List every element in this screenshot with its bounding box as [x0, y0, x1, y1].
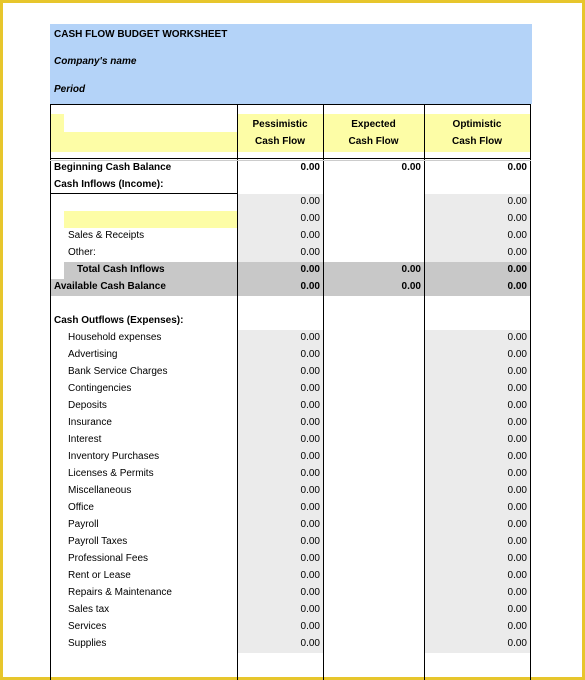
- amount-cell[interactable]: 0.00: [507, 434, 527, 445]
- amount-cell[interactable]: 0.00: [300, 502, 320, 513]
- outflow-row-label: Rent or Lease: [68, 570, 131, 581]
- amount-cell[interactable]: 0.00: [300, 638, 320, 649]
- outflow-row-label: Advertising: [68, 349, 118, 360]
- outflow-row-label: Office: [68, 502, 94, 513]
- outflow-row-label: Supplies: [68, 638, 107, 649]
- amount-cell[interactable]: 0.00: [507, 400, 527, 411]
- amount-cell[interactable]: 0.00: [300, 604, 320, 615]
- amount-cell[interactable]: 0.00: [300, 417, 320, 428]
- amount-cell[interactable]: 0.00: [507, 536, 527, 547]
- inflow-name-input[interactable]: [64, 211, 237, 228]
- budget-table: [50, 104, 532, 680]
- company-name-field[interactable]: Company's name: [54, 56, 137, 67]
- amount-cell[interactable]: 0.00: [401, 281, 421, 292]
- amount-cell[interactable]: 0.00: [507, 638, 527, 649]
- amount-cell[interactable]: 0.00: [300, 196, 320, 207]
- amount-cell[interactable]: 0.00: [507, 196, 527, 207]
- amount-cell[interactable]: 0.00: [300, 400, 320, 411]
- amount-cell[interactable]: 0.00: [300, 264, 320, 275]
- amount-cell[interactable]: 0.00: [401, 162, 421, 173]
- amount-cell[interactable]: 0.00: [300, 468, 320, 479]
- inflow-header-rule: [50, 193, 238, 194]
- amount-cell[interactable]: 0.00: [507, 162, 527, 173]
- amount-cell[interactable]: 0.00: [507, 604, 527, 615]
- amount-cell[interactable]: 0.00: [507, 485, 527, 496]
- inflow-row-label: Other:: [68, 247, 96, 258]
- outflow-row-label: Licenses & Permits: [68, 468, 154, 479]
- amount-cell[interactable]: 0.00: [300, 621, 320, 632]
- amount-cell[interactable]: 0.00: [300, 332, 320, 343]
- amount-cell[interactable]: 0.00: [300, 451, 320, 462]
- outflow-row-label: Bank Service Charges: [68, 366, 168, 377]
- title-banner: [50, 24, 532, 104]
- column-header-line2: Cash Flow: [254, 136, 305, 147]
- amount-cell[interactable]: 0.00: [300, 281, 320, 292]
- outflow-row-label: Repairs & Maintenance: [68, 587, 172, 598]
- total-inflows-label: Total Cash Inflows: [77, 264, 165, 275]
- header-label-cell: [64, 104, 237, 132]
- amount-cell[interactable]: 0.00: [300, 162, 320, 173]
- column-header-line1: Expected: [351, 119, 396, 130]
- amount-cell[interactable]: 0.00: [300, 366, 320, 377]
- outflow-row-label: Payroll Taxes: [68, 536, 128, 547]
- column-header-line1: Optimistic: [452, 119, 502, 130]
- outflow-row-label: Services: [68, 621, 107, 632]
- amount-cell[interactable]: 0.00: [300, 485, 320, 496]
- amount-cell[interactable]: 0.00: [401, 264, 421, 275]
- amount-cell[interactable]: 0.00: [507, 553, 527, 564]
- amount-cell[interactable]: 0.00: [300, 570, 320, 581]
- amount-cell[interactable]: 0.00: [507, 383, 527, 394]
- available-balance-label: Available Cash Balance: [54, 281, 166, 292]
- column-header-line2: Cash Flow: [348, 136, 399, 147]
- amount-cell[interactable]: 0.00: [300, 553, 320, 564]
- outflow-row-label: Insurance: [68, 417, 112, 428]
- outflow-row-label: Sales tax: [68, 604, 110, 615]
- amount-cell[interactable]: 0.00: [507, 230, 527, 241]
- amount-cell[interactable]: 0.00: [300, 230, 320, 241]
- amount-cell[interactable]: 0.00: [507, 332, 527, 343]
- outflow-row-label: Household expenses: [68, 332, 162, 343]
- outflow-row-label: Deposits: [68, 400, 107, 411]
- outflow-row-label: Contingencies: [68, 383, 132, 394]
- column-header-line2: Cash Flow: [451, 136, 502, 147]
- outflow-row-label: Miscellaneous: [68, 485, 132, 496]
- column-divider: [530, 104, 531, 680]
- amount-cell[interactable]: 0.00: [507, 468, 527, 479]
- amount-cell[interactable]: 0.00: [300, 587, 320, 598]
- amount-cell[interactable]: 0.00: [507, 264, 527, 275]
- amount-cell[interactable]: 0.00: [507, 570, 527, 581]
- amount-cell[interactable]: 0.00: [300, 536, 320, 547]
- amount-cell[interactable]: 0.00: [507, 502, 527, 513]
- header-bottom-rule: [50, 158, 531, 159]
- header-top-rule: [50, 104, 531, 105]
- column-header-line1: Pessimistic: [252, 119, 308, 130]
- column-divider: [50, 104, 51, 680]
- amount-cell[interactable]: 0.00: [300, 213, 320, 224]
- amount-cell[interactable]: 0.00: [507, 621, 527, 632]
- amount-cell[interactable]: 0.00: [300, 519, 320, 530]
- amount-cell[interactable]: 0.00: [507, 587, 527, 598]
- period-field[interactable]: Period: [54, 84, 86, 95]
- column-divider: [323, 104, 324, 680]
- amount-cell[interactable]: 0.00: [300, 434, 320, 445]
- amount-cell[interactable]: 0.00: [507, 213, 527, 224]
- outflow-row-label: Inventory Purchases: [68, 451, 160, 462]
- amount-cell[interactable]: 0.00: [300, 383, 320, 394]
- amount-cell[interactable]: 0.00: [507, 366, 527, 377]
- amount-cell[interactable]: 0.00: [507, 451, 527, 462]
- beginning-balance-label: Beginning Cash Balance: [54, 162, 172, 173]
- amount-cell[interactable]: 0.00: [300, 247, 320, 258]
- sheet-title: CASH FLOW BUDGET WORKSHEET: [54, 29, 228, 40]
- amount-cell[interactable]: 0.00: [300, 349, 320, 360]
- amount-cell[interactable]: 0.00: [507, 281, 527, 292]
- amount-cell[interactable]: 0.00: [507, 349, 527, 360]
- amount-cell[interactable]: 0.00: [507, 417, 527, 428]
- outflow-row-label: Professional Fees: [68, 553, 149, 564]
- amount-cell[interactable]: 0.00: [507, 519, 527, 530]
- beginning-rule: [50, 160, 531, 161]
- outflows-header: Cash Outflows (Expenses):: [54, 315, 184, 326]
- inflow-row-label: Sales & Receipts: [68, 230, 145, 241]
- inflows-header: Cash Inflows (Income):: [54, 179, 164, 190]
- outflow-row-label: Interest: [68, 434, 102, 445]
- amount-cell[interactable]: 0.00: [507, 247, 527, 258]
- outflow-row-label: Payroll: [68, 519, 99, 530]
- worksheet: [50, 24, 532, 680]
